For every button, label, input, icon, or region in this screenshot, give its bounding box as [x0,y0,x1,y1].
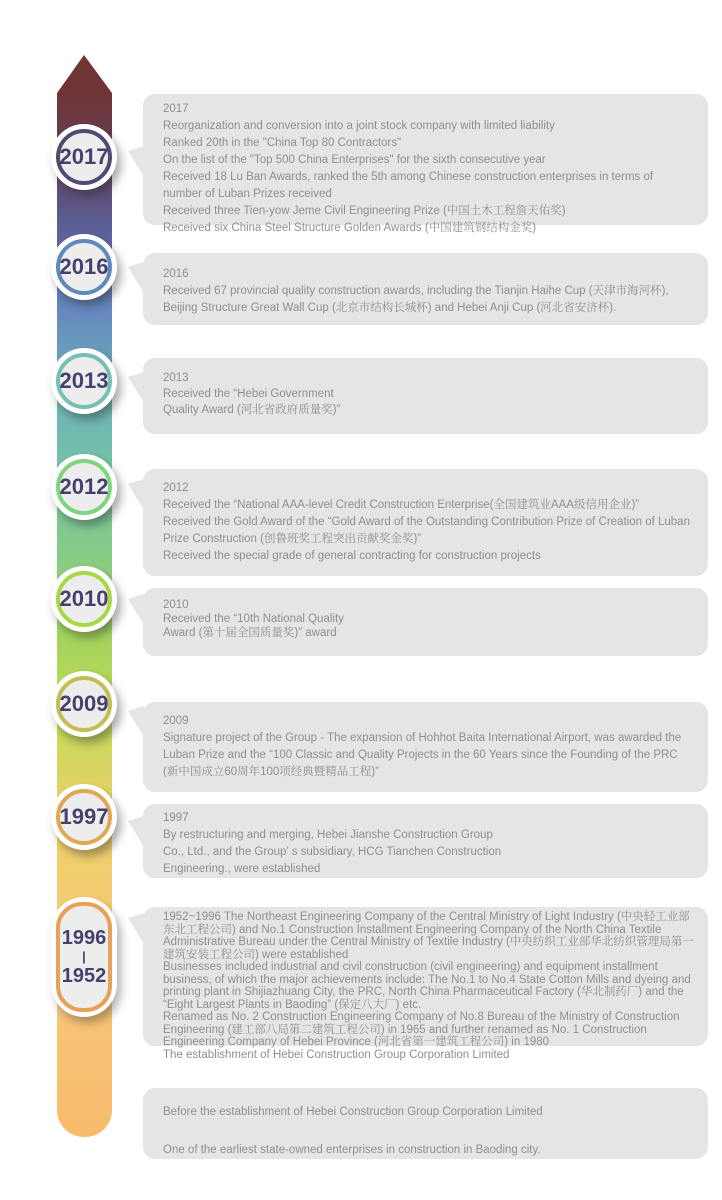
event-line: Received the special grade of general contracting for construction projects [163,550,541,562]
event-line: Received six China Steel Structure Golden Awards (中国建筑钢结构金奖) [163,222,537,234]
event-year-line: 2017 [163,103,189,115]
bubble-tail-icon [128,479,144,510]
event-line: 1952~1996 The Northeast Engineering Company of the Central Ministry of Light Industry (中央轻工业部东北工程公司) and No.1 Construction Installment Engineering Company of the North China Textile Administrative Bureau under the Central Ministry of Textile Industry (中央纺织工业部华北纺织管理局第一建筑安装工程公司) were established [163,911,694,961]
event-year-line: 2010 [163,599,189,611]
event-bubble-2013 [143,358,708,434]
year-badge-ring [56,571,112,627]
bubble-tail-icon [128,146,144,177]
event-year-line: 2012 [163,482,189,494]
event-line: Received 18 Lu Ban Awards, ranked the 5th among Chinese construction enterprises in terms of number of Luban Prizes received [163,171,654,200]
year-badge-ring [56,676,112,732]
bubble-tail-icon [128,372,144,403]
event-bubble-2012 [143,469,708,576]
event-year-line: 2016 [163,268,189,280]
event-line: Received 67 provincial quality construction awards, including the Tianjin Haihe Cup (天津市海河杯), Beijing Structure Great Wall Cup (北京市结构长城杯) and Hebei Anji Cup (河北省安济杯). [163,285,669,314]
year-label-top: 1996 [61,927,107,949]
year-badge-ring [56,789,112,845]
year-label: 2010 [59,586,109,611]
event-line: Before the establishment of Hebei Construction Group Corporation Limited [163,1106,543,1118]
year-badge-ring [56,902,112,1012]
event-line: Ranked 20th in the "China Top 80 Contractors" [163,137,402,149]
bubble-tail-icon [128,913,144,944]
year-badge-2009 [51,671,117,737]
timeline-arrow-icon [57,55,112,93]
year-label: 2009 [59,691,109,716]
event-line: The establishment of Hebei Construction Group Corporation Limited [163,1048,510,1061]
year-badge-2012 [51,454,117,520]
year-badge-2010 [51,566,117,632]
event-year-line: 2013 [163,372,189,384]
year-badge-1996-1952 [51,897,117,1017]
year-label: 2013 [59,368,109,393]
event-bubble-1952-1996 [143,907,708,1061]
year-badge-2017 [51,124,117,190]
bubble-tail-icon [128,594,144,625]
event-line: Co., Ltd., and the Group’ s subsidiary, HCG Tianchen Construction [163,846,502,858]
event-line: One of the earliest state-owned enterprises in construction in Baoding city. [163,1144,541,1156]
event-bubble-1997 [143,804,708,878]
event-line: On the list of the "Top 500 China Enterprises" for the sixth consecutive year [163,154,546,166]
year-label: 2016 [59,254,109,279]
event-bubble-pre-1952 [143,1088,708,1159]
event-bubble-2017 [143,94,708,234]
event-bubble-2016 [143,253,708,325]
year-badge-ring [56,129,112,185]
event-year-line: 1997 [163,812,189,824]
event-line: Received the Gold Award of the “Gold Award of the Outstanding Contribution Prize of Creation of Luban Prize Construction (创鲁班奖工程突出贡献奖金奖)” [163,516,690,545]
year-label: 1997 [59,804,109,829]
year-label: 2017 [59,144,109,169]
event-year-line: 2009 [163,715,189,727]
event-line: Quality Award (河北省政府质量奖)” [163,404,341,416]
year-badge-2016 [51,234,117,300]
event-line: Award (第十届全国质量奖)” award [163,627,337,639]
year-badge-ring [56,353,112,409]
year-badge-1997 [51,784,117,850]
event-line: Businesses included industrial and civil construction (civil engineering) and equipment installment business, of which the major achievements include: The No.1 to No.4 State Cotton Mills and dyeing and printing plant in Shijiazhuang City, the PRC, North China Pharmaceutical Factory (华北制药厂) and the “Eight Largest Plants in Baoding” (保定八大厂) etc. [163,961,691,1011]
year-label-bottom: 1952 [61,965,107,987]
year-badge-ring [56,239,112,295]
bubble-tail-icon [128,706,144,737]
event-line: Received the “Hebei Government [163,388,334,400]
event-line: Received the “10th National Quality [163,613,344,625]
event-line: Engineering., were established [163,863,321,875]
event-line: Signature project of the Group - The expansion of Hohhot Baita International Airport, was awarded the Luban Prize and the “100 Classic and Quality Projects in the 60 Years since the Founding of the PRC (新中国成立60周年100项经典暨精品工程)” [163,732,682,778]
bubble-tail-icon [128,262,144,293]
event-bubble-2009 [143,702,708,792]
year-label: 2012 [59,474,109,499]
event-line: Renamed as No. 2 Construction Engineering Company of No.8 Bureau of the Ministry of Construction Engineering (建工部八局第二建筑工程公司) in 1965 and further renamed as No. 1 Construction Engineering Company of Hebei Province (河北省第一建筑工程公司) in 1980 [163,1011,680,1048]
event-line: Received three Tien-yow Jeme Civil Engineering Prize (中国土木工程詹天佑奖) [163,205,566,217]
event-bubble-2010 [143,588,708,656]
event-line: Reorganization and conversion into a joint stock company with limited liability [163,120,555,132]
event-line: Received the “National AAA-level Credit Construction Enterprise(全国建筑业AAA级信用企业)” [163,499,640,511]
bubble-tail-icon [128,816,144,847]
year-badge-2013 [51,348,117,414]
year-range-divider: | [82,949,86,964]
year-badge-ring [56,459,112,515]
event-line: By restructuring and merging, Hebei Jianshe Construction Group [163,829,493,841]
